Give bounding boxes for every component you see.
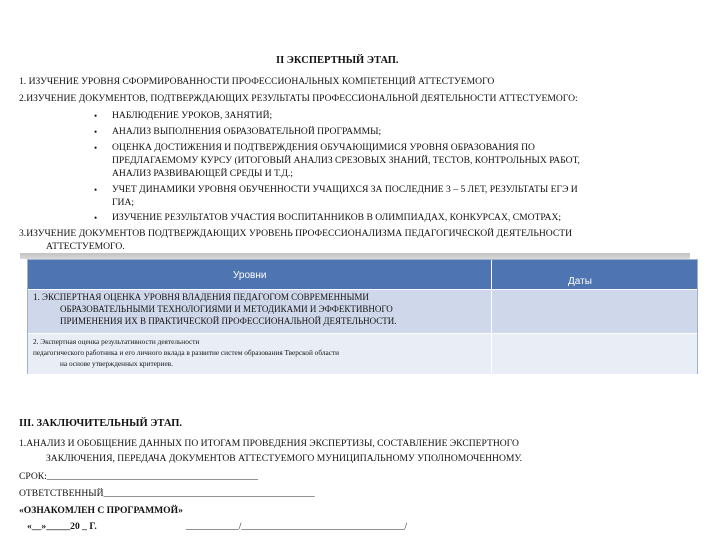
- stage3-item-1-line-1: 1.АНАЛИЗ И ОБОБЩЕНИЕ ДАННЫХ ПО ИТОГАМ ПРОВЕДЕНИЯ ЭКСПЕРТИЗЫ, СОСТАВЛЕНИЕ ЭКСПЕРТНОГО: [19, 438, 519, 449]
- bullet-2: АНАЛИЗ ВЫПОЛНЕНИЯ ОБРАЗОВАТЕЛЬНОЙ ПРОГРАММЫ;: [112, 126, 382, 137]
- item-3-line-2: АТТЕСТУЕМОГО.: [46, 241, 125, 252]
- header-dates: Даты: [568, 276, 592, 287]
- bullet-5: ИЗУЧЕНИЕ РЕЗУЛЬТАТОВ УЧАСТИЯ ВОСПИТАННИКОВ В ОЛИМПИАДАХ, КОНКУРСАХ, СМОТРАХ;: [112, 212, 562, 223]
- table-row: [28, 289, 697, 333]
- header-levels: Уровни: [233, 270, 267, 281]
- row2-line-1: 2. Экспертная оценка результативности деятельности: [33, 337, 200, 346]
- row1-line-3: ПРИМЕНЕНИЯ ИХ В ПРАКТИЧЕСКОЙ ПРОФЕССИОНАЛЬНОЙ ДЕЯТЕЛЬНОСТИ.: [60, 316, 397, 326]
- row2-line-2: педагогического работника и его личного вклада в развитие систем образования Тверской области: [33, 348, 340, 357]
- bullet-icon: •: [94, 111, 98, 121]
- bullet-3-line-1: ОЦЕНКА ДОСТИЖЕНИЯ И ПОДТВЕРЖДЕНИЯ ОБУЧАЮЩИМИСЯ УРОВНЯ ОБРАЗОВАНИЯ ПО: [112, 142, 535, 153]
- row1-line-2: ОБРАЗОВАТЕЛЬНЫМИ ТЕХНОЛОГИЯМИ И МЕТОДИКАМИ И ЭФФЕКТИВНОГО: [60, 304, 393, 314]
- table-row: [28, 333, 697, 374]
- bullet-3-line-2: ПРЕДЛАГАЕМОМУ КУРСУ (ИТОГОВЫЙ АНАЛИЗ СРЕЗОВЫХ ЗНАНИЙ, ТЕСТОВ, КОНТРОЛЬНЫХ РАБОТ,: [112, 155, 580, 166]
- stage3-title: III. ЗАКЛЮЧИТЕЛЬНЫЙ ЭТАП.: [19, 418, 182, 429]
- table-header-row: [28, 260, 697, 289]
- date-field: «__»_____20 _ Г.: [27, 521, 97, 532]
- bullet-icon: •: [94, 185, 98, 195]
- responsible-field: ОТВЕТСТВЕННЫЙ____________________________________________: [19, 488, 315, 499]
- levels-table: [27, 259, 698, 374]
- row1-line-1: 1. ЭКСПЕРТНАЯ ОЦЕНКА УРОВНЯ ВЛАДЕНИЯ ПЕДАГОГОМ СОВРЕМЕННЫМИ: [33, 292, 369, 302]
- signature-field: ___________/__________________________________/: [186, 521, 408, 532]
- bullet-3-line-3: АНАЛИЗ РАЗВИВАЮЩЕЙ СРЕДЫ И Т.Д.;: [112, 168, 293, 179]
- item-3-line-1: 3.ИЗУЧЕНИЕ ДОКУМЕНТОВ ПОДТВЕРЖДАЮЩИХ УРОВЕНЬ ПРОФЕССИОНАЛИЗМА ПЕДАГОГИЧЕСКОЙ ДЕЯТЕЛЬНОСТИ: [19, 228, 573, 239]
- deadline-field: СРОК:____________________________________________: [19, 471, 258, 482]
- bullet-1: НАБЛЮДЕНИЕ УРОКОВ, ЗАНЯТИЙ;: [112, 110, 273, 121]
- item-2: 2.ИЗУЧЕНИЕ ДОКУМЕНТОВ, ПОДТВЕРЖДАЮЩИХ РЕЗУЛЬТАТЫ ПРОФЕССИОНАЛЬНОЙ ДЕЯТЕЛЬНОСТИ АТТЕСТУЕМОГО:: [19, 93, 578, 104]
- bullet-icon: •: [94, 213, 98, 223]
- row2-line-3: на основе утвержденных критериев.: [60, 359, 173, 368]
- header-divider: [491, 260, 492, 289]
- column-divider: [491, 289, 492, 373]
- bullet-4-line-2: ГИА;: [112, 197, 135, 208]
- bullet-icon: •: [94, 143, 98, 153]
- item-1: 1. ИЗУЧЕНИЕ УРОВНЯ СФОРМИРОВАННОСТИ ПРОФЕССИОНАЛЬНЫХ КОМПЕТЕНЦИЙ АТТЕСТУЕМОГО: [19, 76, 495, 87]
- bullet-4-line-1: УЧЕТ ДИНАМИКИ УРОВНЯ ОБУЧЕННОСТИ УЧАЩИХСЯ ЗА ПОСЛЕДНИЕ 3 – 5 ЛЕТ, РЕЗУЛЬТАТЫ ЕГЭ И: [112, 184, 578, 195]
- bullet-icon: •: [94, 127, 98, 137]
- acknowledged-label: «ОЗНАКОМЛЕН С ПРОГРАММОЙ»: [19, 505, 183, 516]
- stage2-title: II ЭКСПЕРТНЫЙ ЭТАП.: [276, 55, 399, 66]
- stage3-item-1-line-2: ЗАКЛЮЧЕНИЯ, ПЕРЕДАЧА ДОКУМЕНТОВ АТТЕСТУЕМОГО МУНИЦИПАЛЬНОМУ УПОЛНОМОЧЕННОМУ.: [46, 453, 523, 464]
